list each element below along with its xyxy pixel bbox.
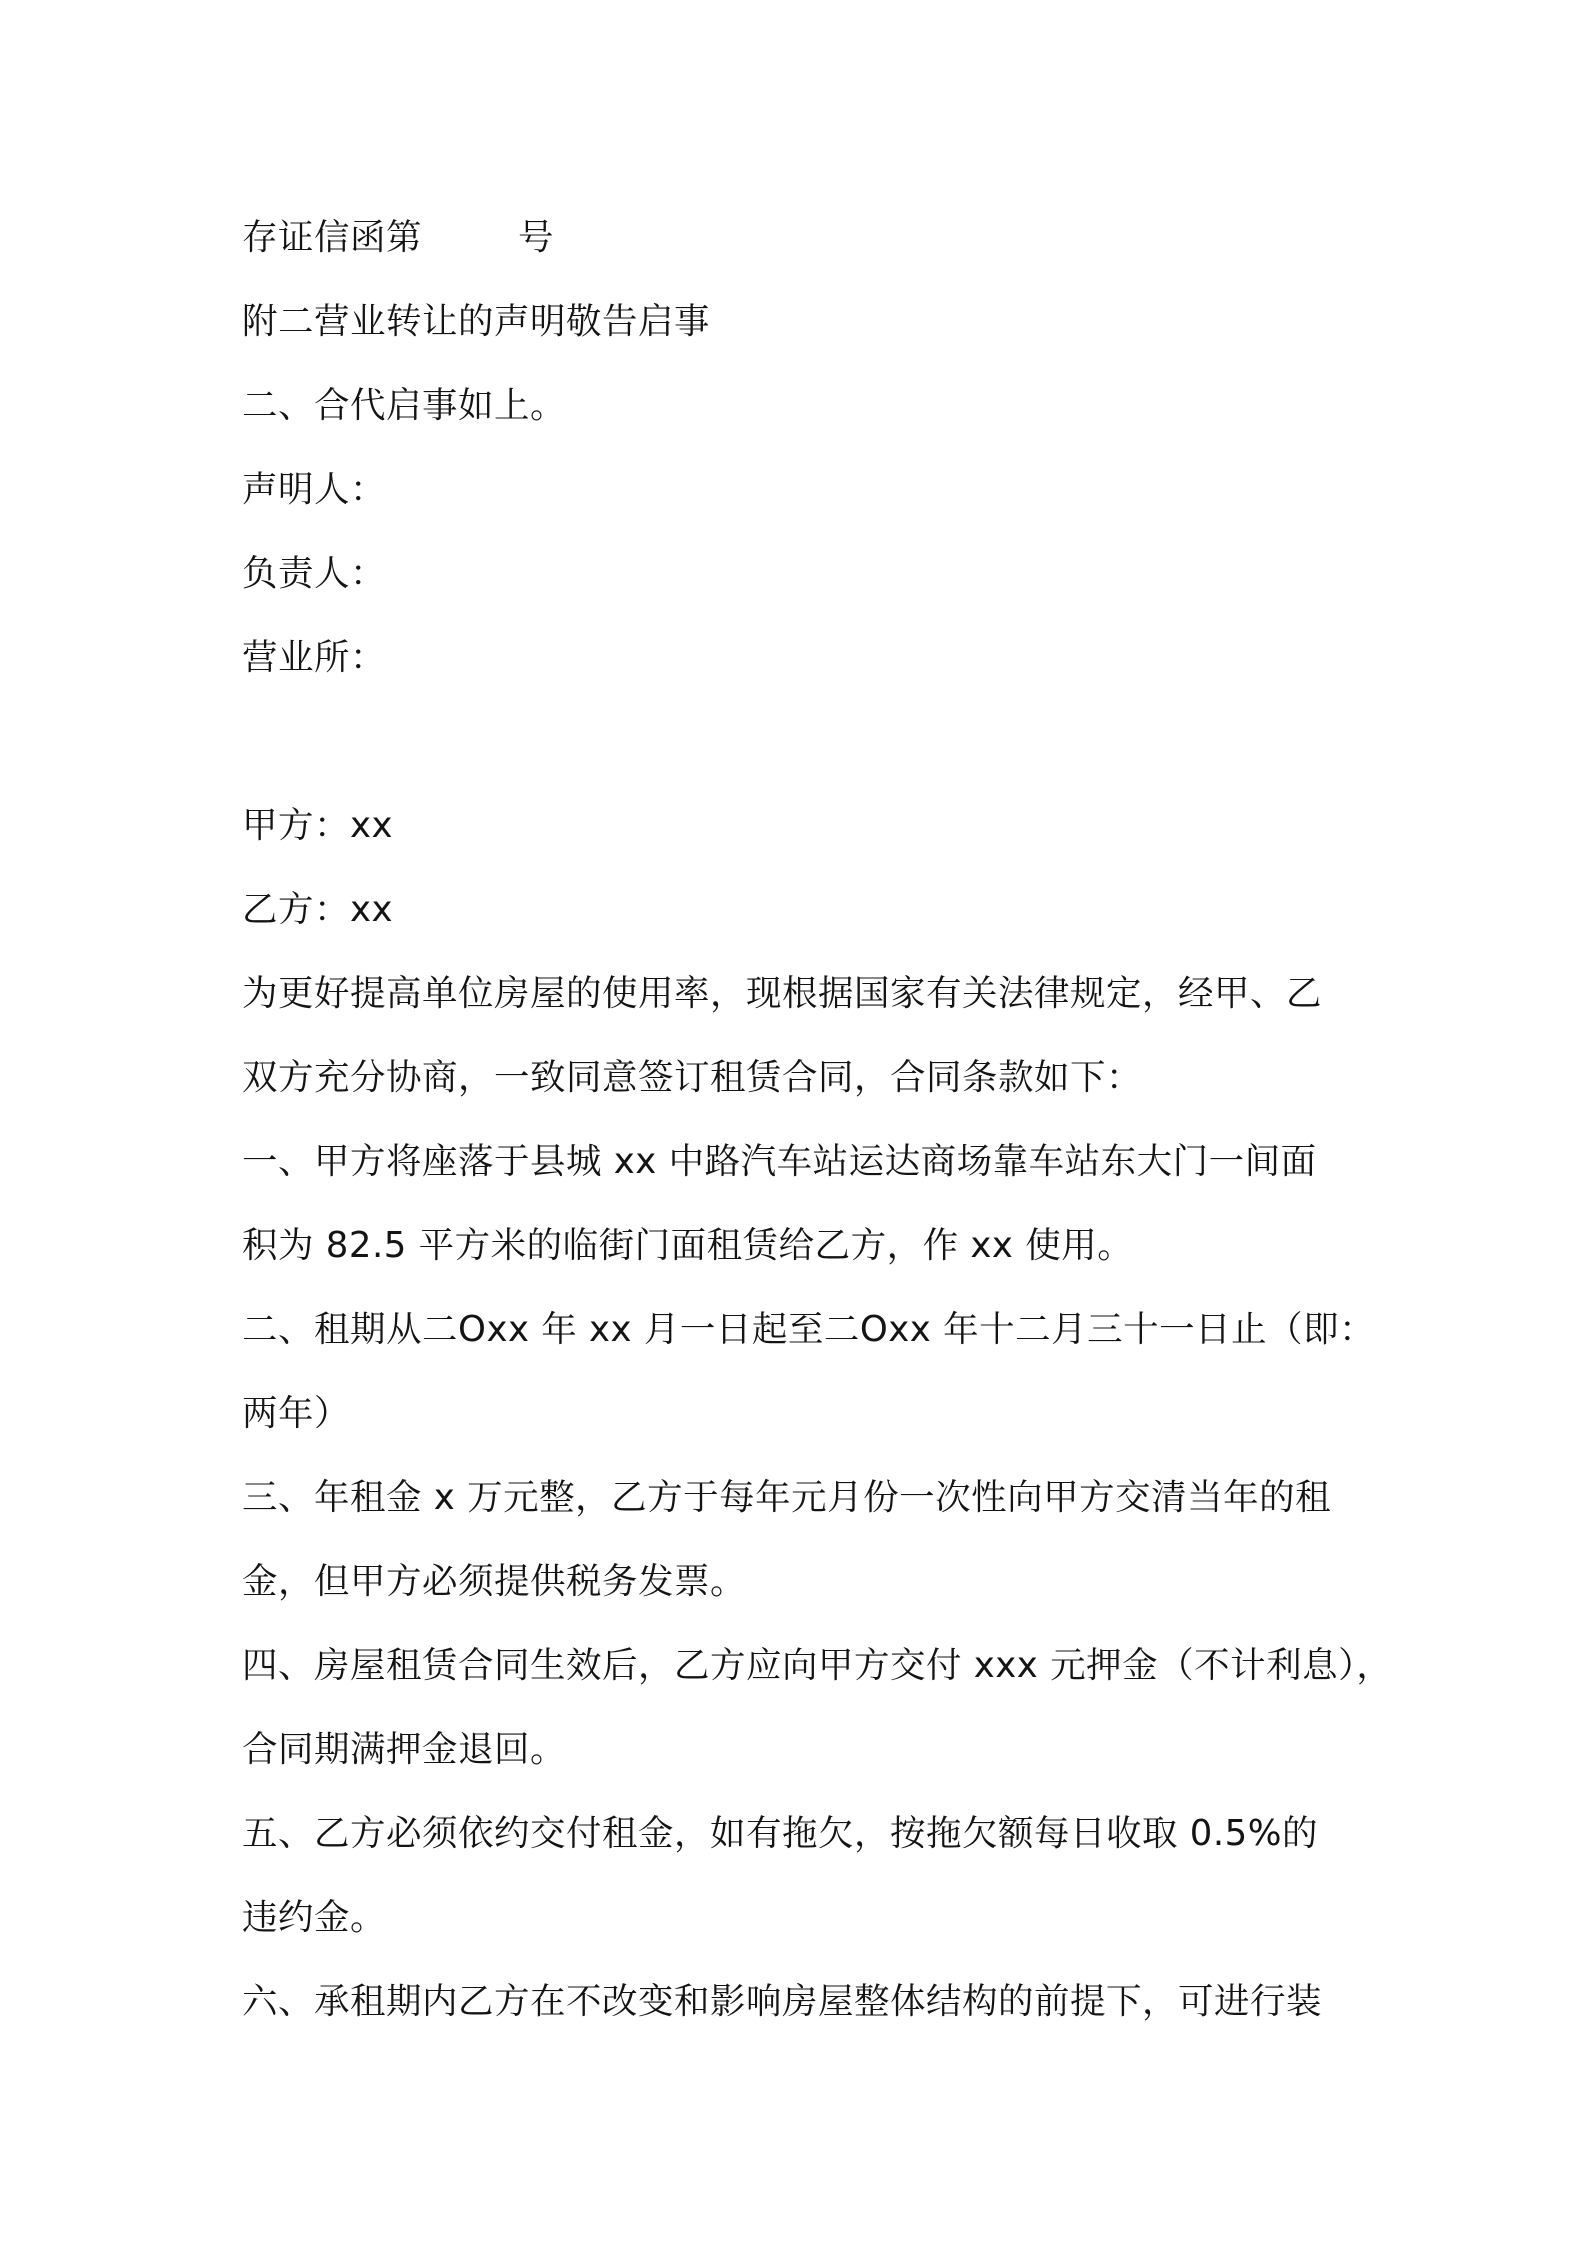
responsible-label: 负责人：: [242, 553, 387, 594]
contract-line: 一、甲方将座落于县城 xx 中路汽车站运达商场靠车站东大门一间面: [242, 1141, 1317, 1182]
contract-line: 六、承租期内乙方在不改变和影响房屋整体结构的前提下，可进行装: [242, 1981, 1323, 2022]
contract-line: 五、乙方必须依约交付租金，如有拖欠，按拖欠额每日收取 0.5%的: [242, 1813, 1318, 1854]
party-b-line: 乙方：xx: [242, 889, 394, 930]
certificate-prefix: 存证信函第: [242, 217, 423, 258]
contract-line: 二、租期从二Oxx 年 xx 月一日起至二Oxx 年十二月三十一日止（即：: [242, 1309, 1376, 1350]
office-label: 营业所：: [242, 637, 387, 678]
party-a-line: 甲方：xx: [242, 805, 394, 846]
contract-line: 为更好提高单位房屋的使用率，现根据国家有关法律规定，经甲、乙: [242, 973, 1323, 1014]
contract-line: 积为 82.5 平方米的临街门面租赁给乙方，作 xx 使用。: [242, 1225, 1134, 1266]
contract-line: 两年）: [242, 1393, 351, 1434]
contract-line: 双方充分协商，一致同意签订租赁合同，合同条款如下：: [242, 1057, 1143, 1098]
certificate-suffix: 号: [518, 217, 555, 258]
attachment-title: 附二营业转让的声明敬告启事: [242, 301, 711, 342]
section-gap: [242, 700, 1352, 784]
contract-line: 三、年租金 x 万元整，乙方于每年元月份一次性向甲方交清当年的租: [242, 1477, 1332, 1518]
contract-line: 违约金。: [242, 1897, 387, 1938]
certificate-number-line: [242, 196, 1352, 280]
document-body: [242, 196, 1393, 2044]
notice-line: 二、合代启事如上。: [242, 385, 567, 426]
contract-line: 合同期满押金退回。: [242, 1729, 567, 1770]
declarant-label: 声明人：: [242, 469, 387, 510]
contract-line: 金，但甲方必须提供税务发票。: [242, 1561, 747, 1602]
contract-line: 四、房屋租赁合同生效后，乙方应向甲方交付 xxx 元押金（不计利息），: [242, 1645, 1393, 1686]
